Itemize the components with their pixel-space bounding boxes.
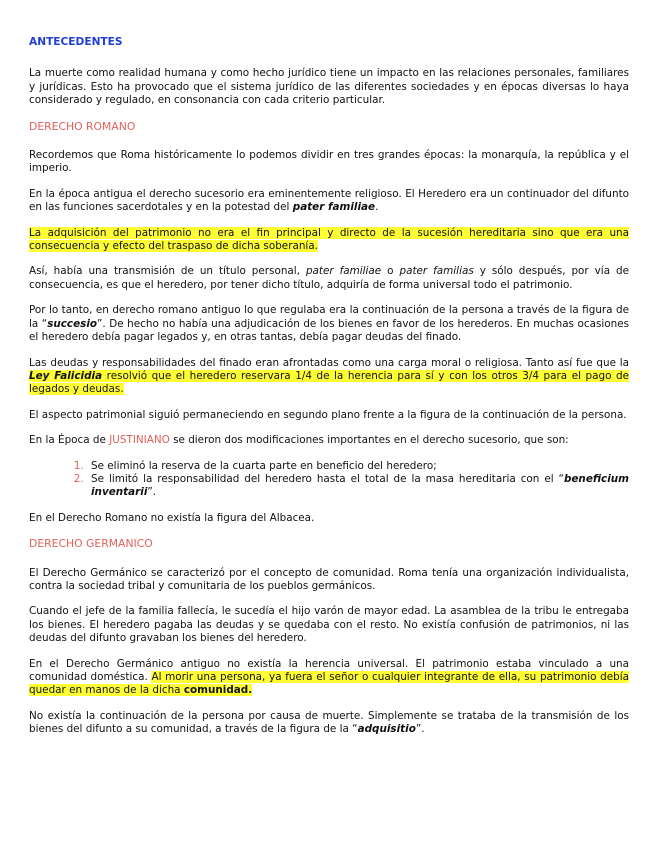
roman-law-heading: DERECHO ROMANO: [29, 119, 136, 133]
intro-paragraph: La muerte como realidad humana y como hecho jurídico tiene un impacto en las relaciones personales, familiares y jurídicas. Esto ha provocado que el sistema jurídico de las diferentes sociedades y en épocas diversas lo haya considerado y regulado, en consonancia con cada criterio particular.: [29, 67, 629, 107]
roman-paragraph-7: El aspecto patrimonial siguió permaneciendo en segundo plano frente a la figura de la continuación de la persona.: [29, 408, 627, 421]
germanic-paragraph-4: No existía la continuación de la persona por causa de muerte. Simplemente se trataba de la transmisión de los bienes del difunto a su comunidad, a través de la figura de la “adquisitio”.: [29, 709, 629, 736]
list-item: 1. Se eliminó la reserva de la cuarta parte en beneficio del heredero;: [87, 460, 629, 473]
section-heading: ANTECEDENTES: [29, 36, 123, 48]
list-item: 2. Se limitó la responsabilidad del heredero hasta el total de la masa hereditaria con el “beneficium inventarii”.: [87, 473, 629, 500]
document-page: [29, 36, 629, 749]
roman-paragraph-8: En la Época de JUSTINIANO se dieron dos modificaciones importantes en el derecho sucesorio, que son:: [29, 434, 569, 447]
roman-paragraph-4: Así, había una transmisión de un título personal, pater familiae o pater familias y sólo después, por vía de consecuencia, es que el heredero, por tener dicho título, adquiría de forma universal todo el patrimonio.: [29, 265, 630, 291]
roman-paragraph-3-highlighted: La adquisición del patrimonio no era el fin principal y directo de la sucesión hereditaria sino que era una consecuencia y efecto del traspaso de dicha soberanía.: [29, 226, 629, 253]
roman-paragraph-9: En el Derecho Romano no existía la figura del Albacea.: [29, 511, 315, 524]
germanic-paragraph-3: En el Derecho Germánico antiguo no existía la herencia universal. El patrimonio estaba vinculado a una comunidad doméstica. Al morir una persona, ya fuera el señor o cualquier integrante de ella, su patrimonio debía quedar en manos de la dicha comunidad.: [29, 657, 630, 697]
justinian-modifications-list: [29, 460, 629, 500]
germanic-paragraph-1: El Derecho Germánico se caracterizó por el concepto de comunidad. Roma tenía una organización individualista, contra la sociedad tribal y comunitaria de los pueblos germánicos.: [29, 566, 629, 592]
roman-paragraph-6: Las deudas y responsabilidades del finado eran afrontadas como una carga moral o religiosa. Tanto así fue que la Ley Falicidia resolvió que el heredero reservara 1/4 de la herencia para sí y con los otros 3/4 para el pago de legados y deudas.: [29, 356, 629, 396]
roman-paragraph-1: Recordemos que Roma históricamente lo podemos dividir en tres grandes épocas: la monarquía, la república y el imperio.: [29, 149, 629, 175]
roman-paragraph-2: En la época antigua el derecho sucesorio era eminentemente religioso. El Heredero era un continuador del difunto en las funciones sacerdotales y en la potestad del pater familiae.: [29, 187, 629, 214]
germanic-paragraph-2: Cuando el jefe de la familia fallecía, le sucedía el hijo varón de mayor edad. La asamblea de la tribu le entregaba los bienes. El heredero pagaba las deudas y se quedaba con el resto. No existía confusión de patrimonios, ni las deudas del difunto gravaban los bienes del heredero.: [29, 605, 629, 645]
germanic-law-heading: DERECHO GERMANICO: [29, 537, 153, 551]
roman-paragraph-5: Por lo tanto, en derecho romano antiguo lo que regulaba era la continuación de la persona a través de la figura de la “succesio”. De hecho no había una adjudicación de los bienes en favor de los herederos. En muchas ocasiones el heredero debía pagar legados y, en otras tantas, debía pagar deudas del finado.: [29, 304, 629, 344]
